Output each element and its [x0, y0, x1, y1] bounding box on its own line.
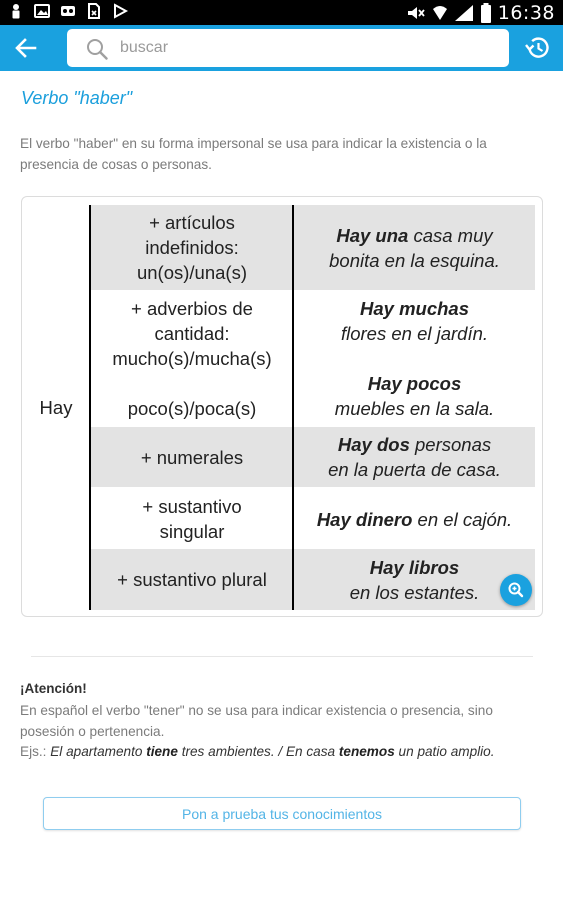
status-right-icons [406, 2, 555, 24]
row-label-line: cantidad: [154, 322, 230, 344]
attention-title: ¡Atención! [20, 681, 87, 696]
attention-body: En español el verbo "tener" no se usa para indicar existencia o presencia, sino posesión o pertenencia. [20, 703, 493, 739]
example-line: Hay libros [369, 556, 460, 578]
image-icon [34, 3, 50, 19]
table-row-example [294, 293, 535, 348]
search-input[interactable] [120, 37, 490, 59]
table-row-example [294, 368, 535, 423]
table-row-label [92, 427, 292, 487]
clock: 16:38 [497, 2, 555, 24]
search-box[interactable] [67, 29, 509, 67]
table-row-label [92, 293, 292, 373]
battery-icon [480, 3, 492, 23]
zoom-in-icon [500, 574, 532, 606]
person-icon [8, 3, 24, 19]
row-label-line: + artículos [149, 212, 235, 233]
search-icon [86, 38, 108, 60]
intro-text: El verbo "haber" en su forma impersonal se usa para indicar la existencia o la presencia de cosas o personas. [20, 136, 487, 172]
row-label-line: un(os)/una(s) [136, 262, 247, 283]
table-row-example [294, 489, 535, 549]
table-divider [89, 205, 91, 610]
voicemail-icon [60, 3, 76, 19]
mute-icon [406, 5, 426, 21]
play-icon [112, 3, 128, 19]
table-row-label [92, 394, 292, 422]
wifi-icon [432, 4, 448, 22]
table-row-example [294, 427, 535, 487]
example-line: Hay muchas [360, 297, 469, 319]
example-line: Hay dos personas [337, 434, 492, 455]
table-row-example [294, 549, 535, 610]
example-line: muebles en la sala. [334, 397, 495, 419]
table-row-label [92, 549, 292, 610]
example-line: flores en el jardín. [340, 322, 489, 344]
history-icon[interactable] [524, 34, 552, 62]
zoom-button[interactable] [500, 574, 532, 606]
row-label-line: poco(s)/poca(s) [127, 397, 257, 419]
status-left-icons [8, 3, 128, 19]
example-line: Hay una casa muy [336, 224, 493, 246]
signal-icon [454, 4, 474, 22]
row-label-line: + sustantivo plural [117, 569, 267, 590]
page-title: Verbo "haber" [21, 88, 133, 108]
example-line: Hay dinero en el cajón. [316, 508, 513, 530]
example-line: en los estantes. [349, 581, 480, 603]
app-bar [0, 25, 563, 71]
table-row-example [294, 205, 535, 290]
row-label-line: + adverbios de [131, 297, 253, 319]
example-line: bonita en la esquina. [329, 249, 500, 271]
quiz-button[interactable]: Pon a prueba tus conocimientos [43, 797, 521, 830]
example-line: Hay pocos [367, 372, 462, 394]
row-label-line: indefinidos: [145, 237, 239, 258]
row-label-line: + sustantivo [142, 496, 242, 517]
arrow-left-icon[interactable] [13, 35, 39, 61]
row-label-line: singular [159, 521, 225, 542]
row-label-line: + numerales [140, 446, 244, 468]
row-label-line: mucho(s)/mucha(s) [112, 347, 272, 369]
table-row-label [92, 205, 292, 290]
example-line: en la puerta de casa. [328, 459, 501, 480]
file-icon [86, 3, 102, 19]
section-divider [31, 656, 533, 657]
table-left-label: Hay [39, 397, 73, 418]
status-bar [0, 0, 563, 25]
attention-examples: Ejs.: El apartamento tiene tres ambientes. / En casa tenemos un patio amplio. [20, 744, 495, 759]
table-row-label [92, 489, 292, 549]
